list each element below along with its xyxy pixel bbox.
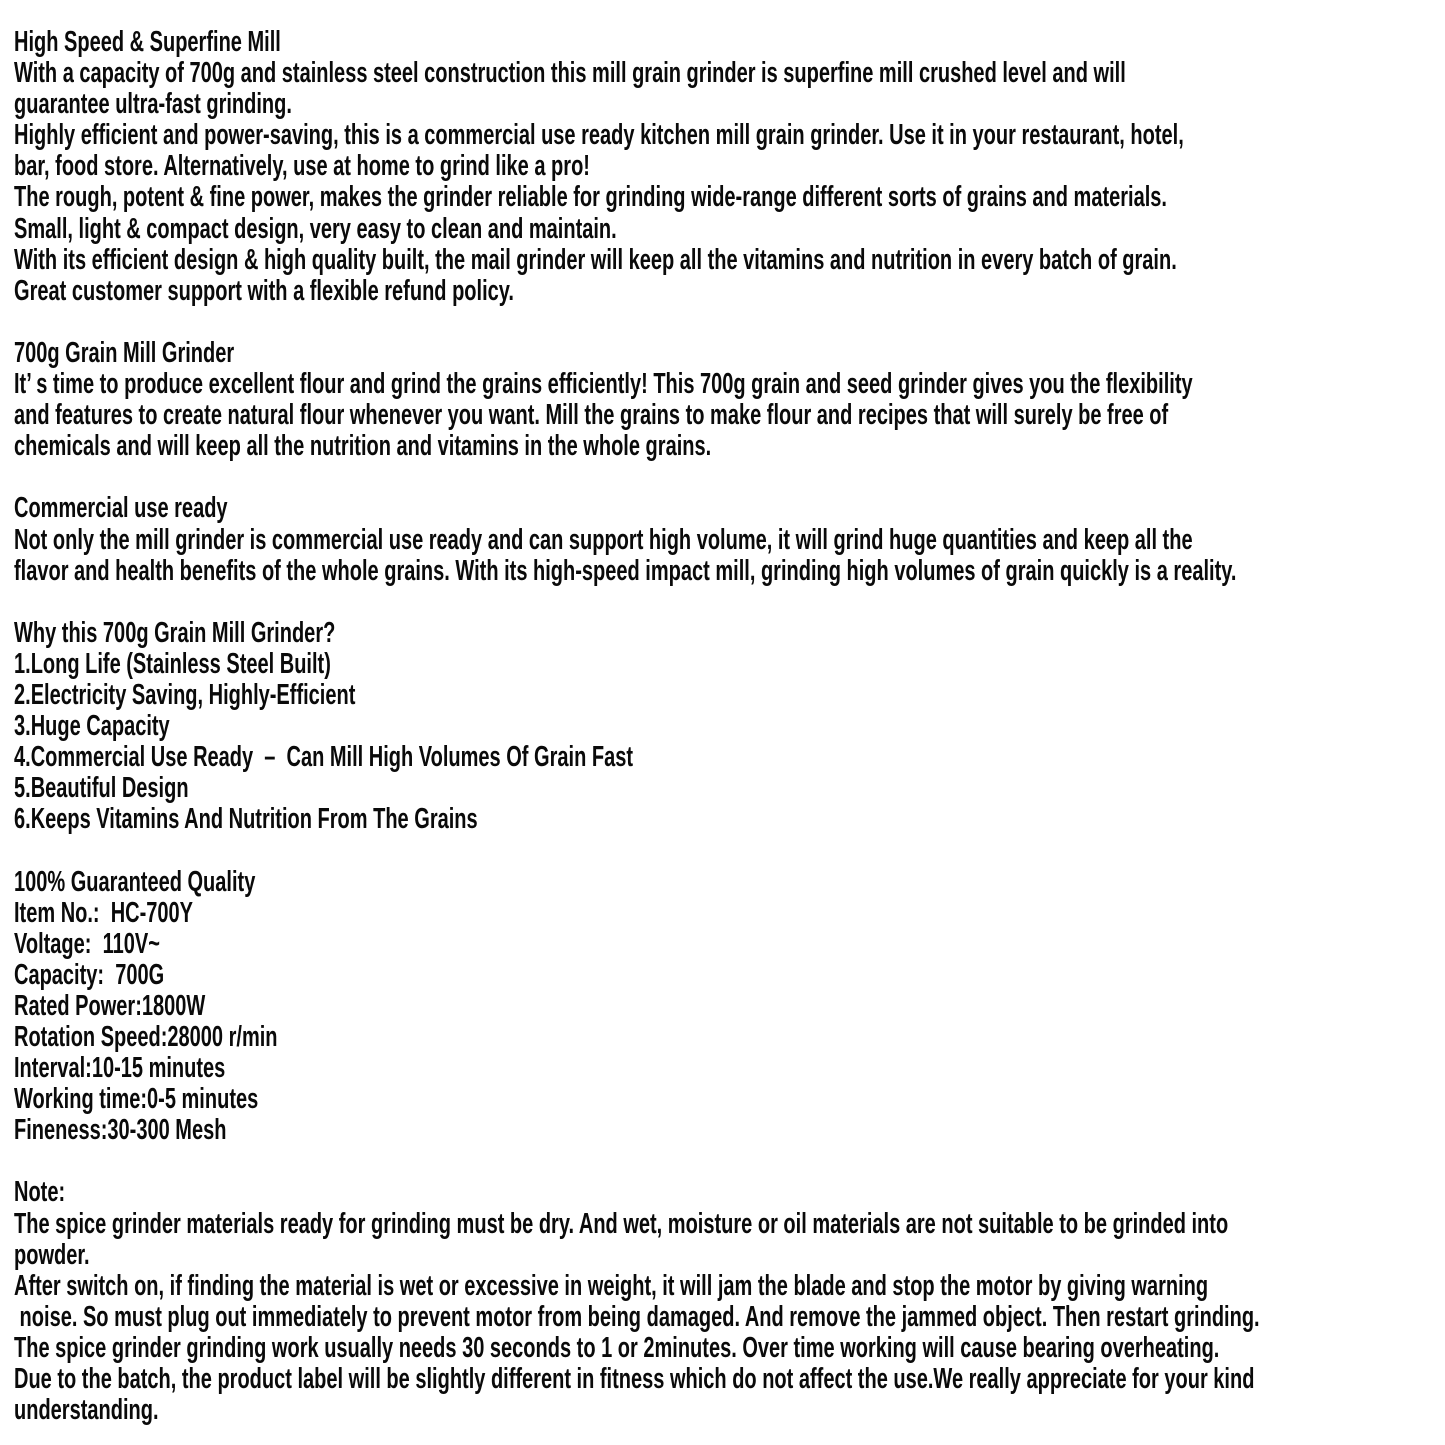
section-heading: 100% Guaranteed Quality	[14, 865, 256, 898]
text-line: Highly efficient and power-saving, this is a commercial use ready kitchen mill grain grinder. Use it in your restaurant, hotel,	[14, 119, 1184, 152]
text-line: Not only the mill grinder is commercial use ready and can support high volume, it will grind huge quantities and keep all the	[14, 523, 1193, 556]
section-specs	[14, 867, 1445, 1147]
text-line: Due to the batch, the product label will be slightly different in fitness which do not affect the use.We really appreciate for your kind	[14, 1363, 1255, 1396]
list-item: 5.Beautiful Design	[14, 772, 189, 805]
list-item: 3.Huge Capacity	[14, 710, 170, 743]
spec-working-time: Working time:0-5 minutes	[14, 1083, 259, 1116]
list-item: 2.Electricity Saving, Highly-Efficient	[14, 678, 356, 711]
section-heading: High Speed & Superfine Mill	[14, 26, 281, 58]
text-line: bar, food store. Alternatively, use at home to grind like a pro!	[14, 150, 590, 183]
text-line: The rough, potent & fine power, makes the grinder reliable for grinding wide-range different sorts of grains and materials.	[14, 181, 1167, 214]
spec-rotation-speed: Rotation Speed:28000 r/min	[14, 1021, 278, 1053]
section-heading: Commercial use ready	[14, 492, 228, 525]
text-line: noise. So must plug out immediately to prevent motor from being damaged. And remove the jammed object. Then restart grinding.	[14, 1300, 1260, 1333]
text-line: and features to create natural flour whenever you want. Mill the grains to make flour and recipes that will surely be free of	[14, 399, 1169, 432]
text-line: powder.	[14, 1238, 90, 1271]
spec-interval: Interval:10-15 minutes	[14, 1052, 226, 1085]
list-item: 1.Long Life (Stainless Steel Built)	[14, 647, 331, 680]
spec-voltage: Voltage: 110V~	[14, 927, 160, 960]
list-item: 6.Keeps Vitamins And Nutrition From The Grains	[14, 803, 478, 836]
spec-item-number: Item No.: HC-700Y	[14, 896, 194, 929]
text-line: Great customer support with a flexible refund policy.	[14, 274, 514, 307]
text-line: understanding.	[14, 1394, 159, 1427]
text-column	[14, 27, 1445, 1426]
section-700g-grain-mill-grinder	[14, 338, 1445, 462]
spec-capacity: Capacity: 700G	[14, 958, 165, 991]
text-line: Small, light & compact design, very easy to clean and maintain.	[14, 212, 617, 245]
section-heading: 700g Grain Mill Grinder	[14, 336, 235, 369]
text-line: With a capacity of 700g and stainless steel construction this mill grain grinder is superfine mill crushed level and will	[14, 57, 1126, 90]
section-note	[14, 1177, 1445, 1426]
text-line: After switch on, if finding the material is wet or excessive in weight, it will jam the blade and stop the motor by giving warning	[14, 1269, 1209, 1302]
list-item: 4.Commercial Use Ready – Can Mill High Volumes Of Grain Fast	[14, 741, 634, 774]
text-line: The spice grinder grinding work usually needs 30 seconds to 1 or 2minutes. Over time working will cause bearing overheating.	[14, 1331, 1220, 1364]
text-line: flavor and health benefits of the whole grains. With its high-speed impact mill, grinding high volumes of grain quickly is a reality.	[14, 554, 1237, 587]
text-line: It’ s time to produce excellent flour and grind the grains efficiently! This 700g grain and seed grinder gives you the flexibility	[14, 368, 1193, 401]
text-line: With its efficient design & high quality built, the mail grinder will keep all the vitamins and nutrition in every batch of grain.	[14, 243, 1177, 276]
section-heading: Why this 700g Grain Mill Grinder?	[14, 616, 336, 649]
text-line: chemicals and will keep all the nutrition and vitamins in the whole grains.	[14, 430, 712, 463]
text-line: The spice grinder materials ready for grinding must be dry. And wet, moisture or oil materials are not suitable to be grinded into	[14, 1207, 1229, 1240]
section-intro	[14, 27, 1445, 307]
spec-rated-power: Rated Power:1800W	[14, 989, 206, 1022]
section-heading: Note:	[14, 1176, 66, 1209]
spec-fineness: Fineness:30-300 Mesh	[14, 1114, 227, 1147]
text-line: guarantee ultra-fast grinding.	[14, 88, 292, 121]
section-why-this-grinder	[14, 618, 1445, 836]
section-commercial-use-ready	[14, 493, 1445, 586]
